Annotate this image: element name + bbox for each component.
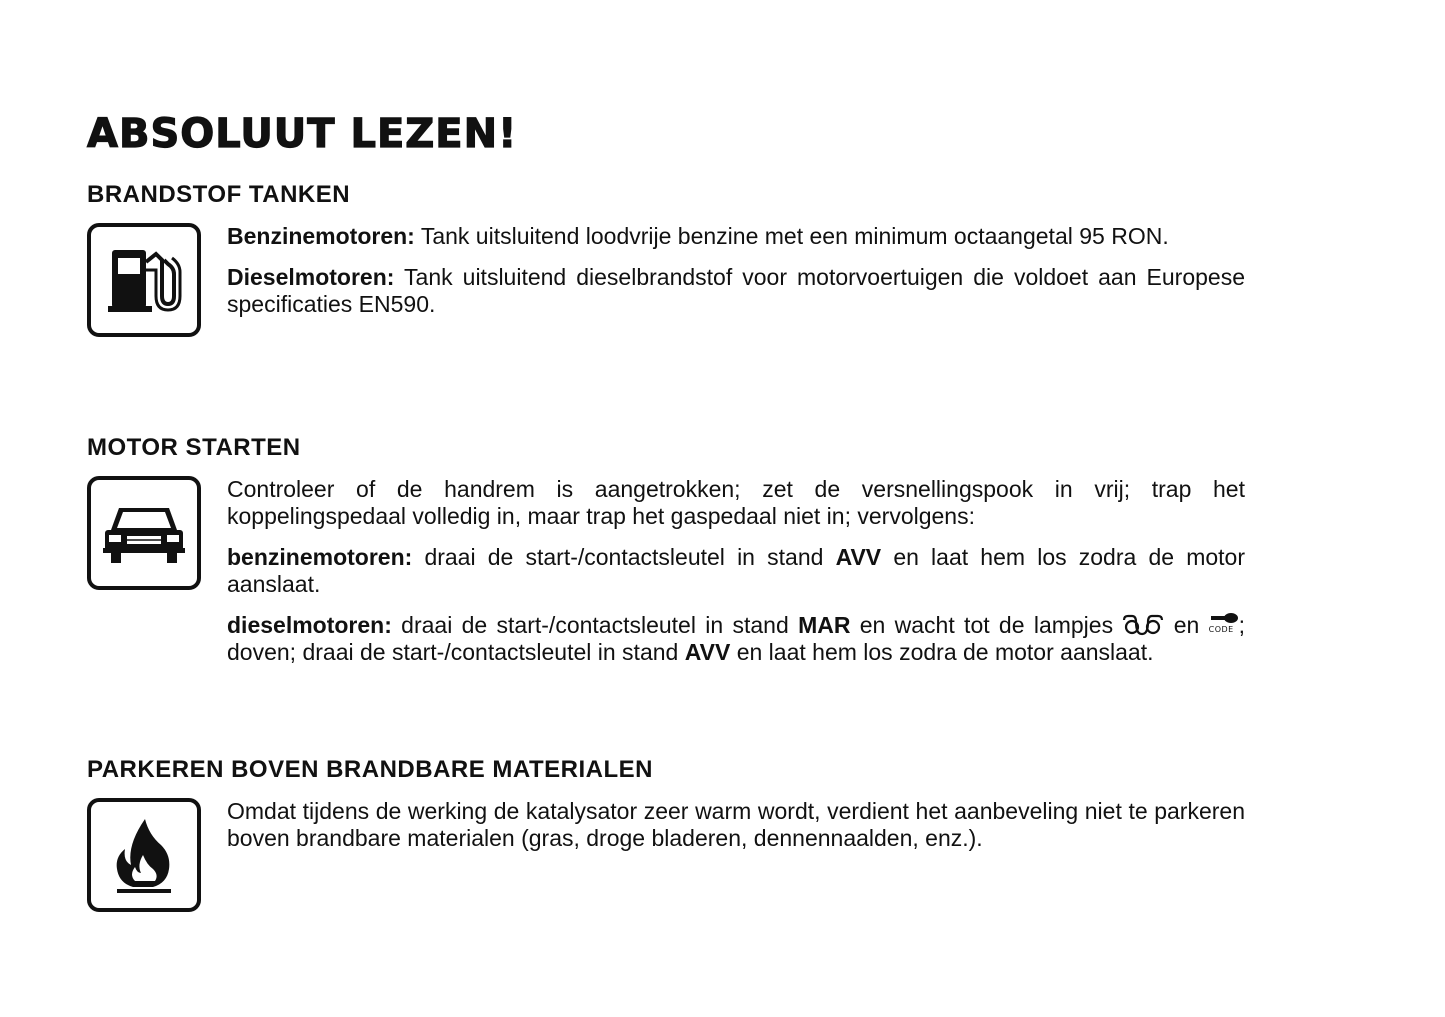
start-petrol-text-1: draai de start-/contactsleutel in stand: [412, 544, 836, 570]
parking-icon-box: [87, 798, 201, 912]
start-diesel-text-1: draai de start-/contactsleutel in stand: [391, 612, 799, 638]
key-code-label: CODE: [1208, 625, 1234, 634]
section-fuel: [87, 180, 1247, 317]
parking-text: [227, 798, 1245, 866]
section-heading-parking: PARKEREN BOVEN BRANDBARE MATERIALEN: [87, 756, 653, 783]
fuel-diesel-text: Tank uitsluitend dieselbrandstof voor motorvoertuigen die voldoet aan Europese specificaties EN590.: [227, 264, 1245, 317]
start-petrol-text-2: en laat hem los zodra de motor aanslaat.: [227, 544, 1245, 597]
flame-icon: [109, 815, 179, 895]
parking-paragraph: Omdat tijdens de werking de katalysator zeer warm wordt, verdient het aanbeveling niet te parkeren boven brandbare materialen (gras, droge bladeren, dennennaalden, enz.).: [227, 798, 1245, 851]
start-petrol-label: benzinemotoren:: [227, 544, 413, 570]
start-petrol-paragraph: [227, 544, 1245, 598]
start-diesel-text-2: en wacht tot de lampjes: [850, 612, 1123, 638]
start-icon-box: [87, 476, 201, 590]
start-intro: Controleer of de handrem is aangetrokken; zet de versnellingspook in vrij; trap het koppelingspedaal volledig in, maar trap het gaspedaal niet in; vervolgens:: [227, 476, 1245, 529]
start-diesel-key-1: MAR: [798, 612, 851, 638]
start-diesel-paragraph: [227, 612, 1245, 666]
section-heading-fuel: BRANDSTOF TANKEN: [87, 181, 351, 208]
section-heading-start: MOTOR STARTEN: [87, 434, 301, 461]
fuel-petrol-text: Tank uitsluitend loodvrije benzine met een minimum octaangetal 95 RON.: [414, 223, 1169, 249]
start-diesel-text-4: ; doven; draai de start-/contactsleutel in stand: [227, 612, 1246, 665]
fuel-diesel-label: Dieselmotoren:: [227, 264, 395, 290]
start-diesel-label: dieselmotoren:: [227, 612, 392, 638]
start-text: [227, 476, 1245, 680]
car-front-icon: [101, 498, 187, 568]
glow-plug-icon: [1122, 614, 1164, 636]
start-diesel-text-3: en: [1164, 612, 1209, 638]
fuel-pump-icon: [104, 240, 184, 320]
start-diesel-key-2: AVV: [684, 639, 731, 665]
section-parking: [87, 755, 1247, 851]
key-code-icon: [1209, 612, 1239, 636]
page-title: ABSOLUUT LEZEN!: [87, 111, 518, 157]
section-start: [87, 433, 1247, 665]
start-petrol-key: AVV: [835, 544, 882, 570]
start-diesel-text-5: en laat hem los zodra de motor aanslaat.: [730, 639, 1154, 665]
fuel-petrol-label: Benzinemotoren:: [227, 223, 415, 249]
fuel-icon-box: [87, 223, 201, 337]
fuel-diesel-paragraph: [227, 264, 1245, 318]
fuel-petrol-paragraph: [227, 223, 1245, 250]
fuel-text: [227, 223, 1245, 332]
